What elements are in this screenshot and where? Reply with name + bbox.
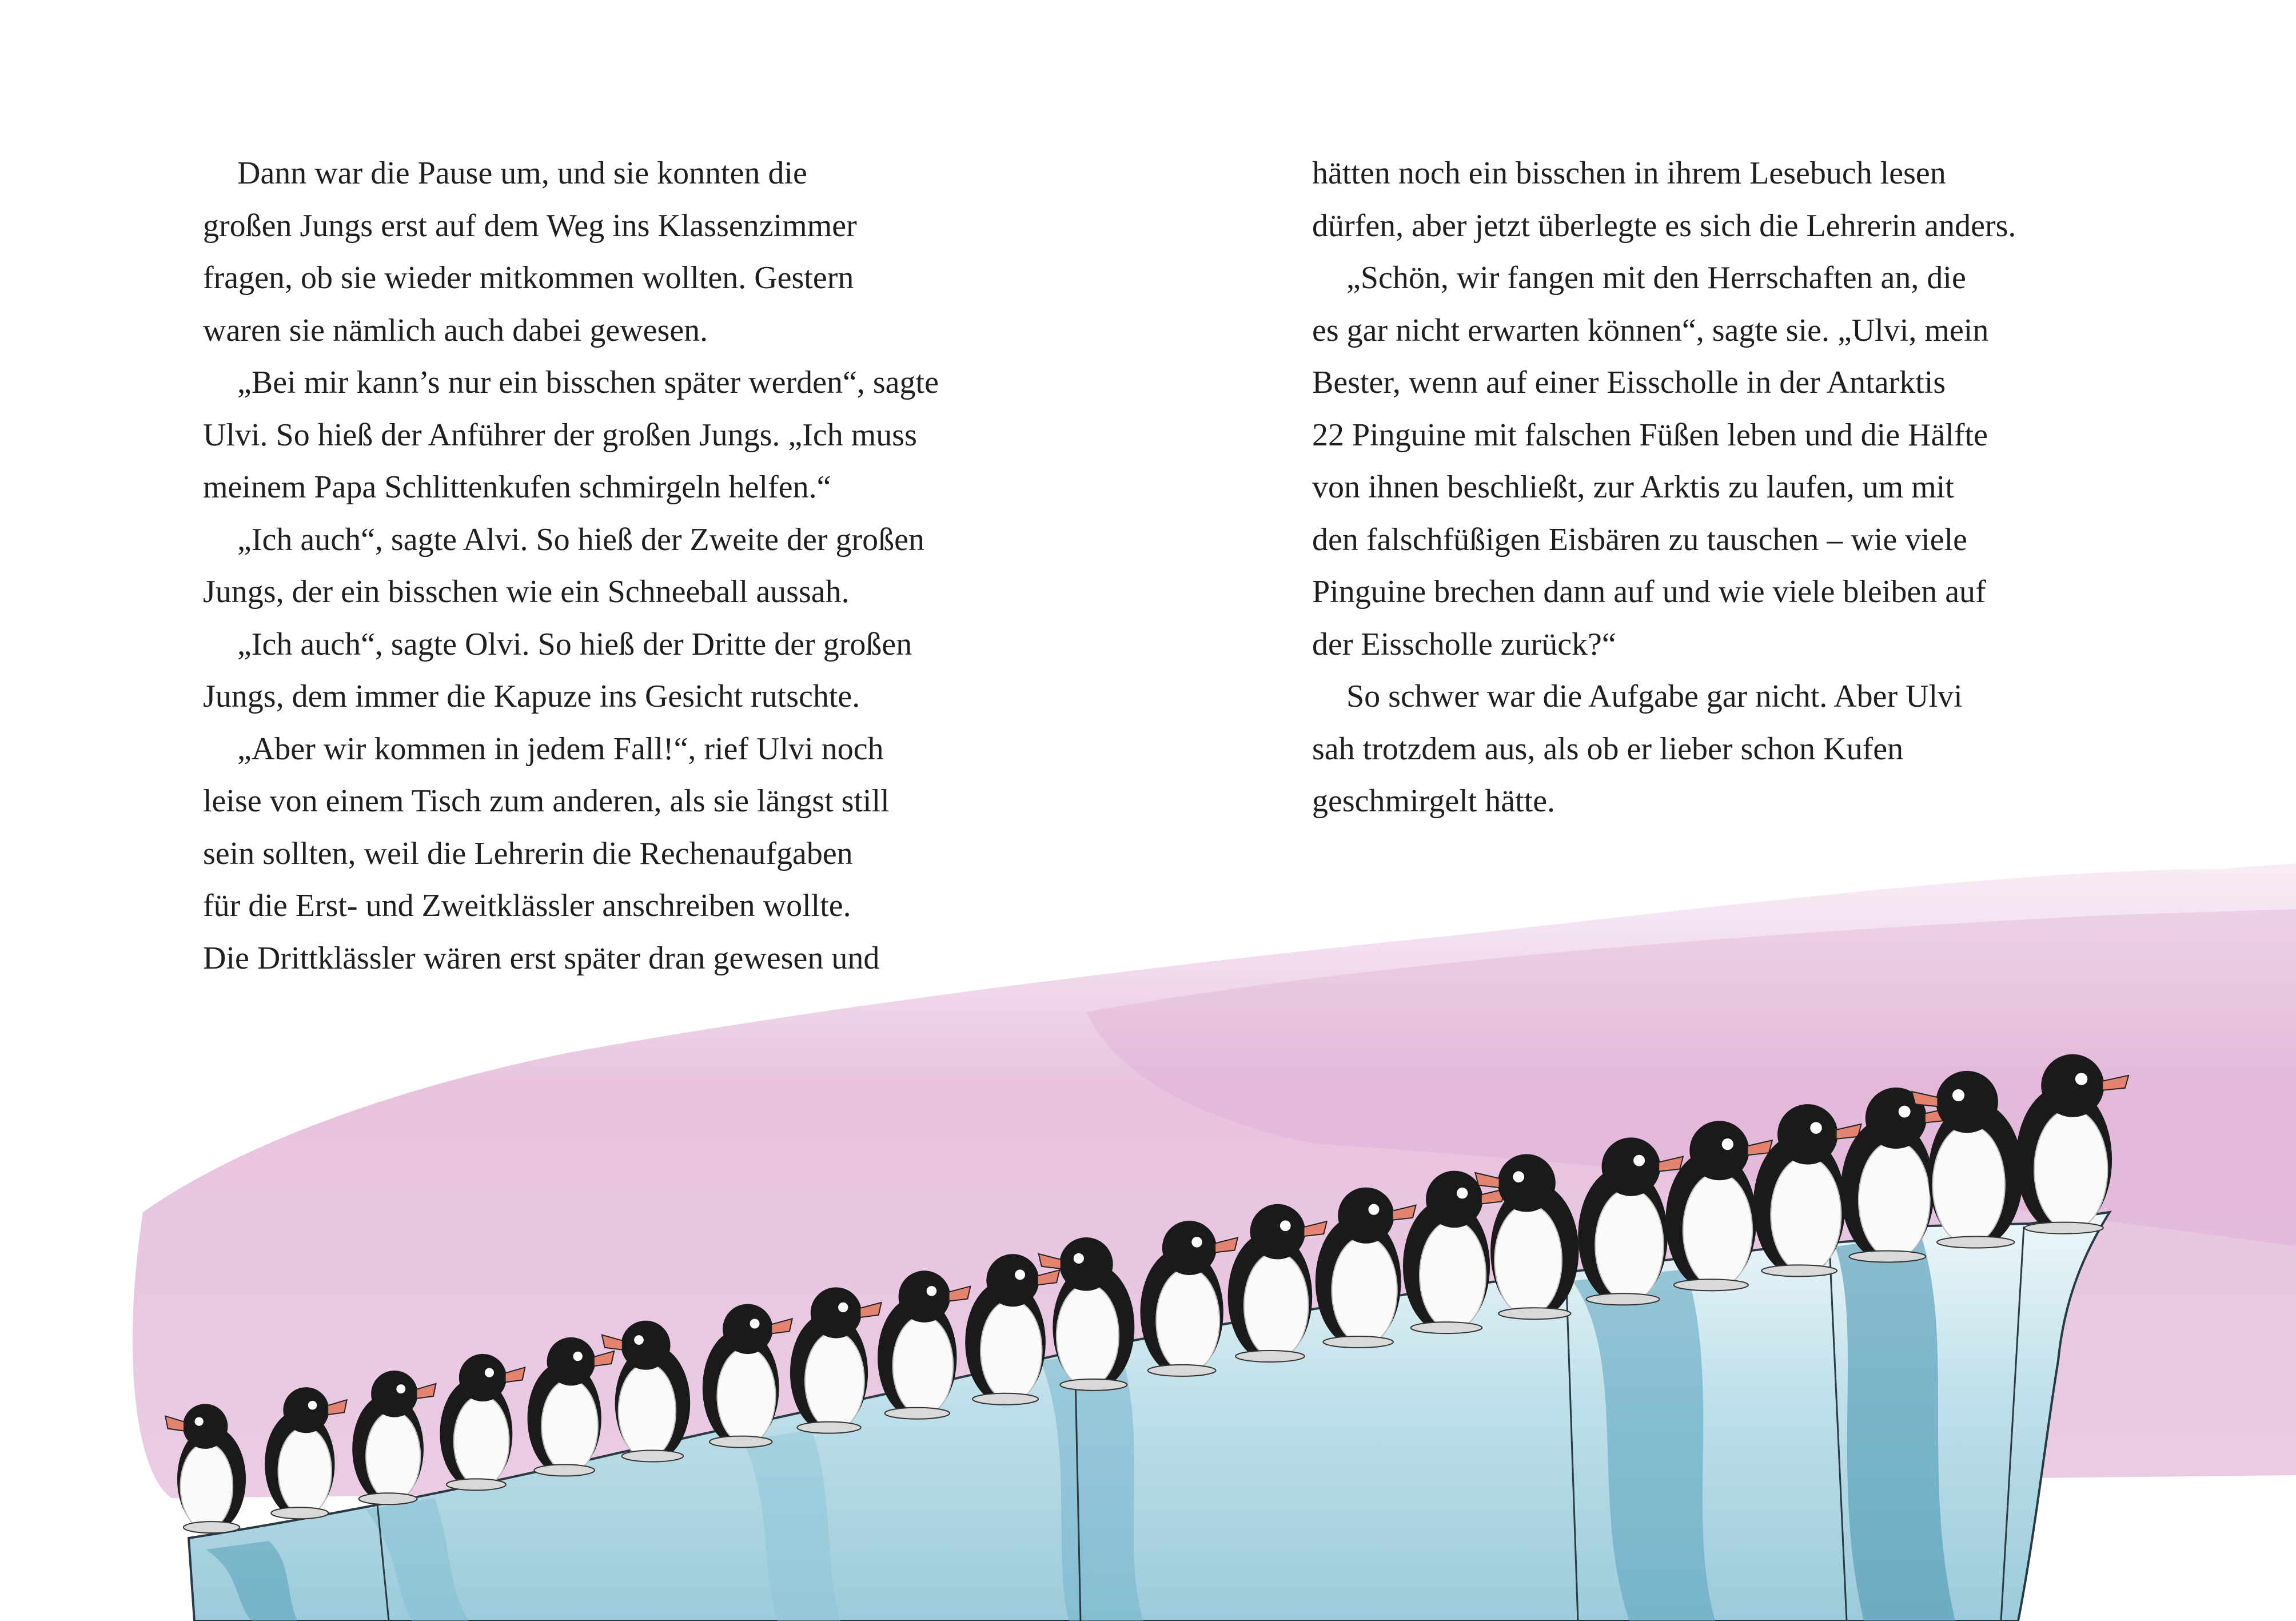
text-line: So schwer war die Aufgabe gar nicht. Aber Ulvi — [1346, 679, 1963, 714]
text-line: der Eisscholle zurück?“ — [1312, 626, 1616, 662]
text-line: hätten noch ein bisschen in ihrem Lesebuch lesen — [1312, 156, 1946, 191]
text-line: „Ich auch“, sagte Olvi. So hieß der Dritte der großen — [237, 626, 912, 662]
text-line: „Aber wir kommen in jedem Fall!“, rief Ulvi noch — [237, 731, 884, 767]
text-line: Die Drittklässler wären erst später dran gewesen und — [203, 940, 880, 976]
text-line: „Ich auch“, sagte Alvi. So hieß der Zweite der großen — [237, 521, 925, 557]
text-line: Dann war die Pause um, und sie konnten die — [237, 156, 807, 191]
text-line: es gar nicht erwarten können“, sagte sie. „Ulvi, mein — [1312, 312, 1989, 348]
text-line: sein sollten, weil die Lehrerin die Rechenaufgaben — [203, 835, 853, 871]
text-line: leise von einem Tisch zum anderen, als sie längst still — [203, 783, 890, 819]
text-line: Bester, wenn auf einer Eisscholle in der Antarktis — [1312, 365, 1946, 400]
text-line: von ihnen beschließt, zur Arktis zu laufen, um mit — [1312, 469, 1954, 505]
text-line: „Bei mir kann’s nur ein bisschen später werden“, sagte — [237, 365, 939, 400]
text-line: Ulvi. So hieß der Anführer der großen Jungs. „Ich muss — [203, 417, 917, 453]
text-line: Jungs, dem immer die Kapuze ins Gesicht rutschte. — [203, 679, 860, 714]
text-line: sah trotzdem aus, als ob er lieber schon Kufen — [1312, 731, 1904, 767]
text-line: geschmirgelt hätte. — [1312, 783, 1556, 819]
text-line: „Schön, wir fangen mit den Herrschaften an, die — [1346, 260, 1966, 296]
text-line: Jungs, der ein bisschen wie ein Schneeball aussah. — [203, 574, 850, 610]
text-line: 22 Pinguine mit falschen Füßen leben und die Hälfte — [1312, 417, 1988, 453]
text-line: großen Jungs erst auf dem Weg ins Klassenzimmer — [203, 208, 857, 244]
penguins-on-iceberg-illustration — [0, 846, 2296, 1621]
text-line: dürfen, aber jetzt überlegte es sich die Lehrerin anders. — [1312, 208, 2016, 244]
text-line: Pinguine brechen dann auf und wie viele bleiben auf — [1312, 574, 1986, 610]
text-line: fragen, ob sie wieder mitkommen wollten. Gestern — [203, 260, 854, 296]
text-line: waren sie nämlich auch dabei gewesen. — [203, 312, 708, 348]
right-text-column — [1312, 148, 2158, 828]
text-line: den falschfüßigen Eisbären zu tauschen – wie viele — [1312, 521, 1968, 557]
text-line: für die Erst- und Zweitklässler anschreiben wollte. — [203, 888, 851, 923]
text-line: meinem Papa Schlittenkufen schmirgeln helfen.“ — [203, 469, 831, 505]
